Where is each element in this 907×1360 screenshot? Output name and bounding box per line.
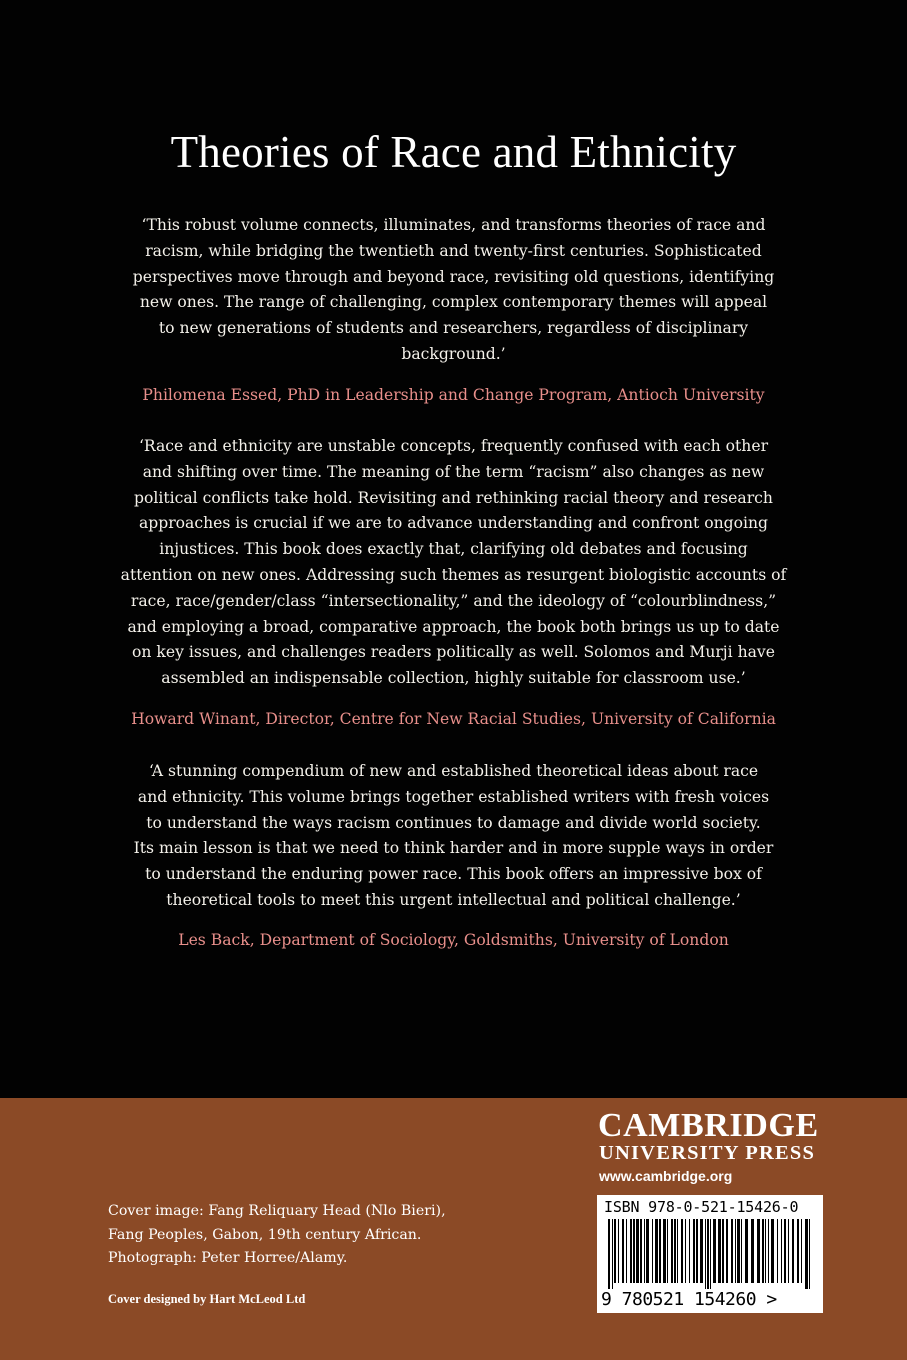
publisher-url: www.cambridge.org <box>599 1168 733 1184</box>
quote-line: to understand the ways racism continues to damage and divide world society. <box>146 813 761 832</box>
isbn-barcode <box>597 1195 823 1313</box>
endorsement-quote-2 <box>110 434 797 692</box>
quote-line: to new generations of students and researchers, regardless of disciplinary <box>158 319 749 338</box>
quote-line: theoretical tools to meet this urgent intellectual and political challenge.’ <box>166 890 741 909</box>
quote-line: attention on new ones. Addressing such themes as resurgent biologistic accounts of <box>120 565 787 584</box>
endorsement-quote-1 <box>110 213 797 368</box>
quote-line: and ethnicity. This volume brings together established writers with fresh voices <box>137 787 770 806</box>
credit-line: Cover image: Fang Reliquary Head (Nlo Bieri), <box>108 1203 446 1219</box>
quote-line: ‘Race and ethnicity are unstable concepts, frequently confused with each other <box>138 437 769 455</box>
barcode-digits: 9 780521 154260 > <box>601 1289 777 1310</box>
book-title: Theories of Race and Ethnicity <box>170 127 737 177</box>
quote-line: injustices. This book does exactly that, clarifying old debates and focusing <box>159 540 748 559</box>
quote-line: ‘This robust volume connects, illuminates, and transforms theories of race and <box>141 216 766 234</box>
quote-line: to understand the enduring power race. This book offers an impressive box of <box>145 865 762 884</box>
quote-line: new ones. The range of challenging, complex contemporary themes will appeal <box>139 293 768 312</box>
quote-line: racism, while bridging the twentieth and twenty-first centuries. Sophisticated <box>145 241 762 260</box>
barcode-bars <box>604 1219 816 1289</box>
publisher-logo-name: CAMBRIDGE <box>598 1107 819 1144</box>
isbn-label: ISBN 978-0-521-15426-0 <box>604 1198 799 1216</box>
quote-line: ‘A stunning compendium of new and established theoretical ideas about race <box>148 762 759 780</box>
quote-line: assembled an indispensable collection, highly suitable for classroom use.’ <box>161 669 746 688</box>
quote-line: perspectives move through and beyond race, revisiting old questions, identifying <box>132 267 775 286</box>
credit-line: Fang Peoples, Gabon, 19th century African. <box>108 1226 422 1243</box>
quote-line: Its main lesson is that we need to think harder and in more supple ways in order <box>133 839 774 858</box>
quote-line: political conflicts take hold. Revisiting and rethinking racial theory and research <box>134 488 773 507</box>
quote-line: and employing a broad, comparative approach, the book both brings us up to date <box>127 617 780 636</box>
quote-line: and shifting over time. The meaning of the term “racism” also changes as new <box>142 462 765 481</box>
quote-line: background.’ <box>401 344 506 363</box>
attribution-3: Les Back, Department of Sociology, Goldsmiths, University of London <box>178 931 729 949</box>
attribution-2: Howard Winant, Director, Centre for New Racial Studies, University of California <box>131 710 776 728</box>
attribution-1: Philomena Essed, PhD in Leadership and Change Program, Antioch University <box>142 386 765 404</box>
designer-credit: Cover designed by Hart McLeod Ltd <box>108 1292 306 1306</box>
endorsement-quote-3 <box>110 759 797 914</box>
cover-image-credit <box>108 1200 508 1271</box>
publisher-logo-subname: UNIVERSITY PRESS <box>599 1142 816 1164</box>
quote-line: race, race/gender/class “intersectionality,” and the ideology of “colourblindness,” <box>130 591 777 610</box>
quote-line: approaches is crucial if we are to advance understanding and confront ongoing <box>138 514 769 533</box>
quote-line: on key issues, and challenges readers politically as well. Solomos and Murji have <box>132 643 775 662</box>
credit-line: Photograph: Peter Horree/Alamy. <box>108 1250 348 1266</box>
